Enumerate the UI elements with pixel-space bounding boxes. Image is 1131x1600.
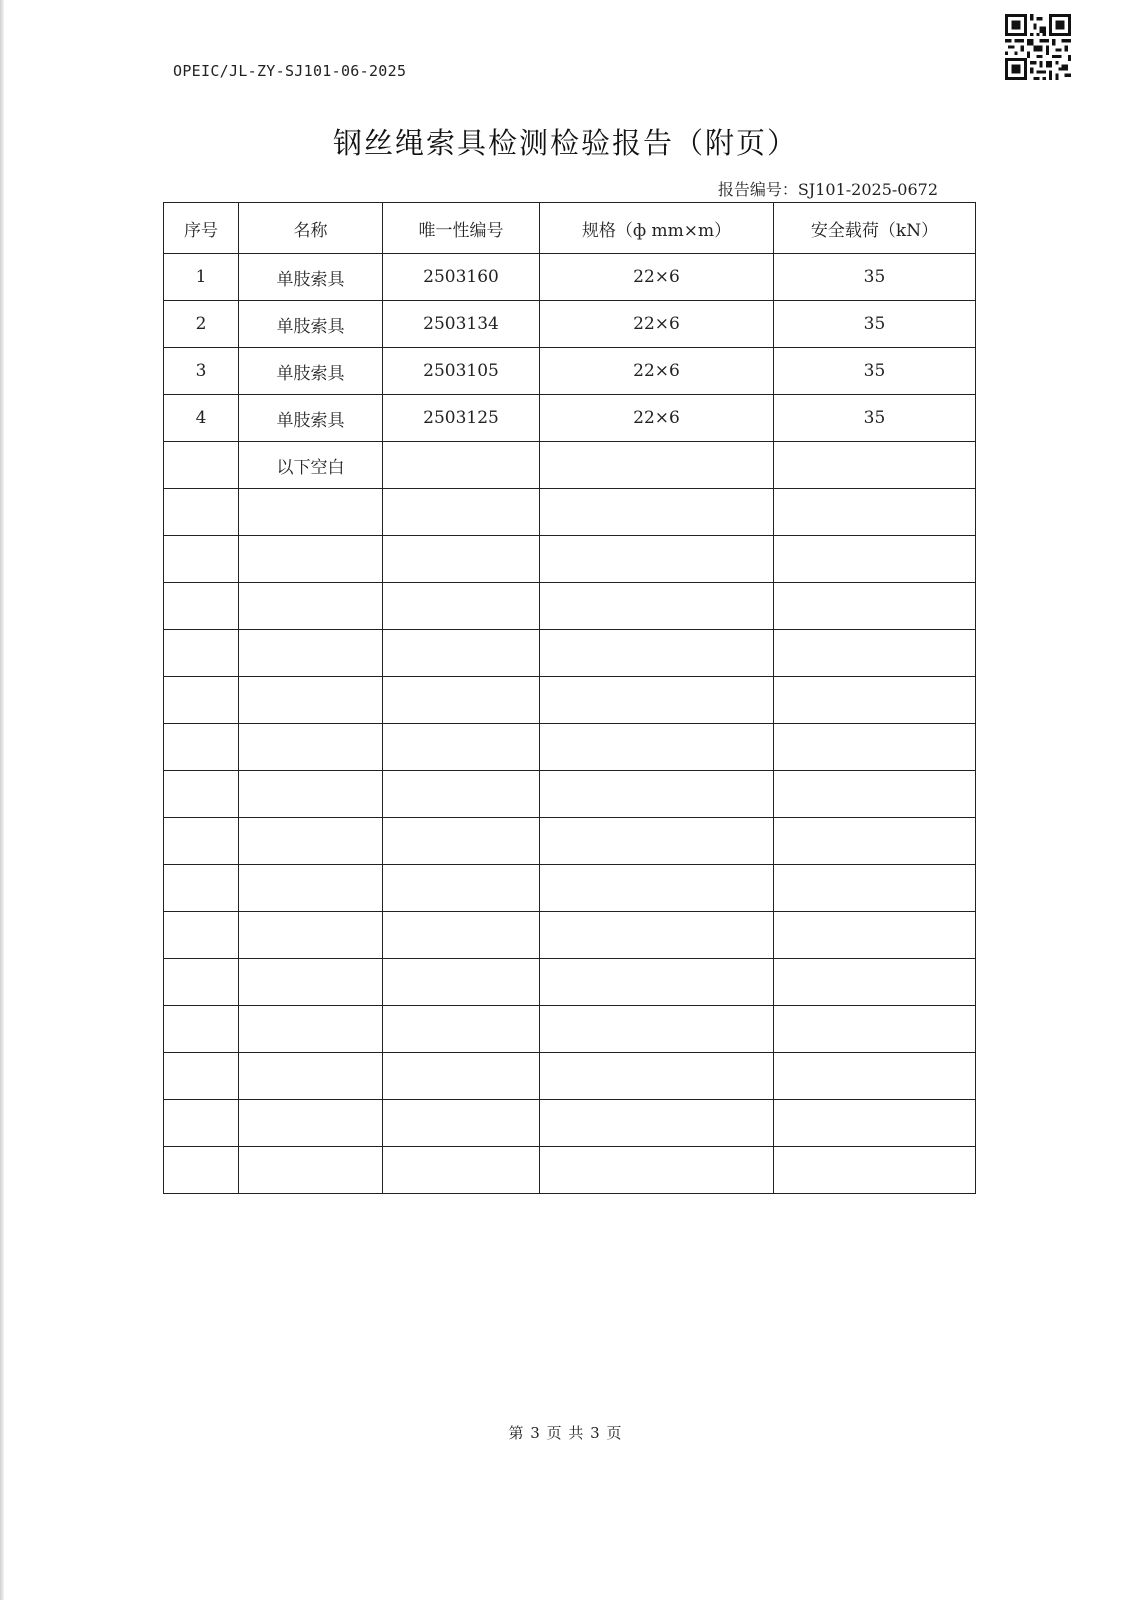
table-row	[164, 959, 976, 1006]
cell-name	[239, 912, 383, 959]
cell-unique-id	[383, 630, 540, 677]
table-row	[164, 818, 976, 865]
table-row	[164, 771, 976, 818]
cell-unique-id	[383, 1006, 540, 1053]
cell-unique-id: 2503160	[383, 254, 540, 301]
page-footer: 第 3 页 共 3 页	[508, 1424, 623, 1442]
cell-serial	[164, 1053, 239, 1100]
cell-serial	[164, 1147, 239, 1194]
cell-unique-id	[383, 771, 540, 818]
column-header-spec: 规格（ф mm×m）	[540, 203, 774, 254]
table-row	[164, 677, 976, 724]
cell-serial	[164, 771, 239, 818]
cell-unique-id	[383, 583, 540, 630]
cell-safe-load	[774, 865, 976, 912]
table-row	[164, 442, 976, 489]
table-row	[164, 348, 976, 395]
cell-spec: 22×6	[540, 254, 774, 301]
cell-serial	[164, 583, 239, 630]
cell-serial	[164, 442, 239, 489]
cell-safe-load	[774, 677, 976, 724]
cell-serial	[164, 818, 239, 865]
cell-spec	[540, 536, 774, 583]
cell-safe-load	[774, 583, 976, 630]
cell-spec	[540, 959, 774, 1006]
table-row	[164, 583, 976, 630]
table-row	[164, 536, 976, 583]
page-title: 钢丝绳索具检测检验报告（附页）	[332, 126, 798, 160]
cell-spec	[540, 489, 774, 536]
cell-safe-load	[774, 724, 976, 771]
cell-safe-load	[774, 536, 976, 583]
cell-serial: 1	[164, 254, 239, 301]
qr-code-icon	[1004, 14, 1072, 80]
cell-serial	[164, 912, 239, 959]
table-row	[164, 1053, 976, 1100]
table-header-row	[164, 203, 976, 254]
table-row	[164, 1100, 976, 1147]
cell-unique-id	[383, 677, 540, 724]
cell-safe-load	[774, 1100, 976, 1147]
cell-spec: 22×6	[540, 395, 774, 442]
cell-name	[239, 489, 383, 536]
cell-spec	[540, 865, 774, 912]
table-row	[164, 630, 976, 677]
cell-safe-load	[774, 630, 976, 677]
cell-serial	[164, 1006, 239, 1053]
cell-serial: 3	[164, 348, 239, 395]
cell-safe-load	[774, 442, 976, 489]
cell-name	[239, 724, 383, 771]
cell-spec	[540, 771, 774, 818]
table-row	[164, 489, 976, 536]
cell-spec	[540, 630, 774, 677]
cell-unique-id	[383, 442, 540, 489]
report-number: 报告编号：SJ101-2025-0672	[717, 180, 938, 199]
cell-safe-load: 35	[774, 301, 976, 348]
cell-unique-id	[383, 959, 540, 1006]
cell-unique-id	[383, 1100, 540, 1147]
cell-spec	[540, 1006, 774, 1053]
cell-spec	[540, 1147, 774, 1194]
cell-spec	[540, 724, 774, 771]
cell-safe-load: 35	[774, 348, 976, 395]
cell-name	[239, 1147, 383, 1194]
cell-name	[239, 771, 383, 818]
cell-unique-id	[383, 1053, 540, 1100]
cell-name: 单肢索具	[239, 301, 383, 348]
table-row	[164, 1006, 976, 1053]
cell-safe-load	[774, 818, 976, 865]
cell-unique-id	[383, 912, 540, 959]
cell-spec: 22×6	[540, 301, 774, 348]
cell-name	[239, 865, 383, 912]
cell-unique-id: 2503125	[383, 395, 540, 442]
cell-spec	[540, 912, 774, 959]
table-row	[164, 301, 976, 348]
cell-spec	[540, 1053, 774, 1100]
column-header-serial: 序号	[164, 203, 239, 254]
cell-safe-load: 35	[774, 254, 976, 301]
cell-unique-id	[383, 489, 540, 536]
cell-name: 以下空白	[239, 442, 383, 489]
table-row	[164, 395, 976, 442]
column-header-name: 名称	[239, 203, 383, 254]
cell-safe-load	[774, 771, 976, 818]
inspection-table	[163, 202, 976, 1194]
table-row	[164, 912, 976, 959]
cell-spec	[540, 442, 774, 489]
cell-unique-id: 2503134	[383, 301, 540, 348]
cell-name	[239, 536, 383, 583]
cell-name	[239, 630, 383, 677]
cell-name	[239, 1006, 383, 1053]
cell-name	[239, 818, 383, 865]
cell-serial	[164, 865, 239, 912]
cell-unique-id	[383, 865, 540, 912]
cell-safe-load	[774, 959, 976, 1006]
cell-safe-load	[774, 489, 976, 536]
cell-name: 单肢索具	[239, 348, 383, 395]
cell-name	[239, 959, 383, 1006]
cell-unique-id	[383, 1147, 540, 1194]
cell-name: 单肢索具	[239, 254, 383, 301]
table-row	[164, 1147, 976, 1194]
cell-unique-id	[383, 724, 540, 771]
cell-safe-load	[774, 1006, 976, 1053]
cell-safe-load	[774, 1053, 976, 1100]
scan-edge	[0, 0, 4, 1600]
table-row	[164, 724, 976, 771]
cell-name	[239, 1100, 383, 1147]
cell-safe-load	[774, 912, 976, 959]
cell-safe-load	[774, 1147, 976, 1194]
column-header-unique-id: 唯一性编号	[383, 203, 540, 254]
cell-name	[239, 677, 383, 724]
cell-spec	[540, 677, 774, 724]
cell-serial	[164, 630, 239, 677]
cell-serial: 4	[164, 395, 239, 442]
cell-serial	[164, 1100, 239, 1147]
cell-safe-load: 35	[774, 395, 976, 442]
cell-unique-id	[383, 818, 540, 865]
column-header-safe-load: 安全载荷（kN）	[774, 203, 976, 254]
cell-name	[239, 1053, 383, 1100]
cell-serial	[164, 724, 239, 771]
cell-spec	[540, 583, 774, 630]
cell-serial	[164, 677, 239, 724]
cell-name	[239, 583, 383, 630]
table-row	[164, 865, 976, 912]
cell-spec: 22×6	[540, 348, 774, 395]
document-code: OPEIC/JL-ZY-SJ101-06-2025	[173, 62, 407, 80]
cell-spec	[540, 1100, 774, 1147]
cell-serial	[164, 536, 239, 583]
table-row	[164, 254, 976, 301]
cell-serial	[164, 489, 239, 536]
cell-name: 单肢索具	[239, 395, 383, 442]
cell-serial: 2	[164, 301, 239, 348]
cell-unique-id	[383, 536, 540, 583]
cell-serial	[164, 959, 239, 1006]
cell-unique-id: 2503105	[383, 348, 540, 395]
cell-spec	[540, 818, 774, 865]
